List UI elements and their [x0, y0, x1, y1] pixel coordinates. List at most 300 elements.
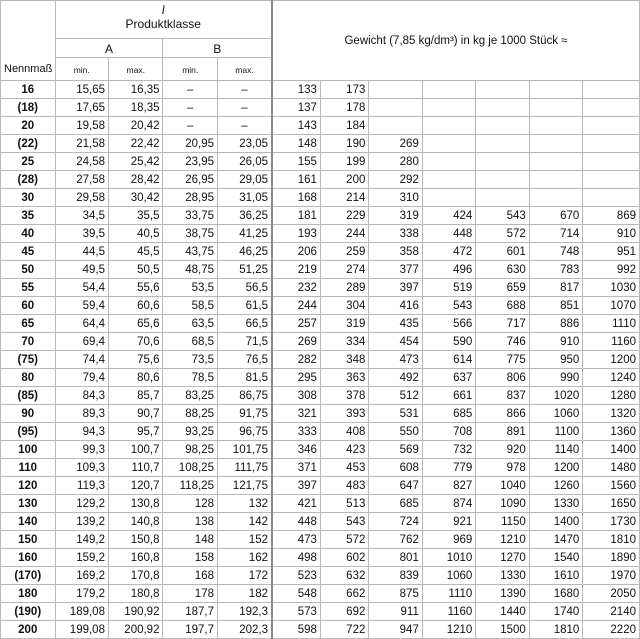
length-header	[55, 1, 272, 39]
b-max-cell: 46,25	[217, 243, 272, 261]
weight-cell: 1140	[529, 441, 582, 459]
a-min-cell: 49,5	[55, 261, 108, 279]
weight-cell: 637	[422, 369, 475, 387]
weight-cell: 148	[272, 135, 320, 153]
weight-cell: 397	[369, 279, 422, 297]
weight-cell: 1740	[529, 603, 582, 621]
b-max-cell: 51,25	[217, 261, 272, 279]
a-max-cell: 22,42	[108, 135, 163, 153]
weight-cell: 947	[369, 621, 422, 639]
b-max-label: max.	[217, 58, 272, 81]
weight-cell: 448	[422, 225, 475, 243]
weight-cell: 513	[320, 495, 368, 513]
weight-cell: 910	[583, 225, 640, 243]
weight-cell	[369, 117, 422, 135]
weight-cell: 168	[272, 189, 320, 207]
table-row	[1, 441, 640, 459]
a-min-cell: 199,08	[55, 621, 108, 639]
a-max-cell: 85,7	[108, 387, 163, 405]
weight-cell: 173	[320, 81, 368, 99]
weight-cell	[583, 117, 640, 135]
weight-cell: 1020	[529, 387, 582, 405]
weight-cell: 161	[272, 171, 320, 189]
table-row	[1, 153, 640, 171]
weight-cell: 1160	[583, 333, 640, 351]
a-max-cell: 35,5	[108, 207, 163, 225]
weight-cell: 435	[369, 315, 422, 333]
weight-cell: 569	[369, 441, 422, 459]
a-max-cell: 45,5	[108, 243, 163, 261]
a-min-cell: 39,5	[55, 225, 108, 243]
a-max-cell: 170,8	[108, 567, 163, 585]
a-min-cell: 34,5	[55, 207, 108, 225]
weight-cell: 1270	[476, 549, 529, 567]
weight-cell: 321	[272, 405, 320, 423]
weight-cell: 531	[369, 405, 422, 423]
b-min-cell: 23,95	[163, 153, 218, 171]
weight-cell: 1070	[583, 297, 640, 315]
weight-cell: 199	[320, 153, 368, 171]
weight-cell: 416	[369, 297, 422, 315]
b-max-cell: 81,5	[217, 369, 272, 387]
b-min-cell: 43,75	[163, 243, 218, 261]
weight-cell: 346	[272, 441, 320, 459]
b-max-cell: –	[217, 81, 272, 99]
weight-cell: 573	[272, 603, 320, 621]
nominal-size-cell: (95)	[1, 423, 56, 441]
weight-cell: 333	[272, 423, 320, 441]
weight-cell: 282	[272, 351, 320, 369]
a-min-cell: 119,3	[55, 477, 108, 495]
weight-cell: 630	[476, 261, 529, 279]
table-row	[1, 495, 640, 513]
b-max-cell: 111,75	[217, 459, 272, 477]
nominal-size-cell: 110	[1, 459, 56, 477]
weight-cell: 143	[272, 117, 320, 135]
a-max-cell: 110,7	[108, 459, 163, 477]
weight-cell: 806	[476, 369, 529, 387]
b-min-cell: 73,5	[163, 351, 218, 369]
b-min-cell: 26,95	[163, 171, 218, 189]
weight-cell	[583, 135, 640, 153]
b-max-cell: 76,5	[217, 351, 272, 369]
weight-cell: 1560	[583, 477, 640, 495]
nominal-size-cell: (190)	[1, 603, 56, 621]
b-max-cell: 26,05	[217, 153, 272, 171]
weight-cell: 692	[320, 603, 368, 621]
weight-cell: 2050	[583, 585, 640, 603]
a-max-cell: 30,42	[108, 189, 163, 207]
nominal-size-cell: 80	[1, 369, 56, 387]
weight-cell: 839	[369, 567, 422, 585]
nominal-size-cell: (170)	[1, 567, 56, 585]
weight-cell: 454	[369, 333, 422, 351]
weight-cell: 181	[272, 207, 320, 225]
a-max-cell: 130,8	[108, 495, 163, 513]
weight-cell: 358	[369, 243, 422, 261]
weight-cell	[422, 81, 475, 99]
weight-cell: 1060	[529, 405, 582, 423]
a-min-cell: 169,2	[55, 567, 108, 585]
weight-cell	[422, 189, 475, 207]
weight-cell: 1030	[583, 279, 640, 297]
b-min-cell: 93,25	[163, 423, 218, 441]
b-min-cell: 138	[163, 513, 218, 531]
b-min-cell: 58,5	[163, 297, 218, 315]
nominal-size-cell: 60	[1, 297, 56, 315]
a-max-cell: 50,5	[108, 261, 163, 279]
weight-cell: 746	[476, 333, 529, 351]
nominal-size-cell: 180	[1, 585, 56, 603]
a-min-cell: 84,3	[55, 387, 108, 405]
b-min-cell: –	[163, 117, 218, 135]
a-max-cell: 120,7	[108, 477, 163, 495]
weight-cell: 214	[320, 189, 368, 207]
weight-cell: 178	[320, 99, 368, 117]
weight-cell: 851	[529, 297, 582, 315]
weight-cell: 393	[320, 405, 368, 423]
a-min-cell: 54,4	[55, 279, 108, 297]
b-max-cell: 31,05	[217, 189, 272, 207]
weight-cell	[529, 99, 582, 117]
weight-cell: 783	[529, 261, 582, 279]
a-max-cell: 150,8	[108, 531, 163, 549]
table-row	[1, 135, 640, 153]
weight-cell: 2140	[583, 603, 640, 621]
weight-cell: 662	[320, 585, 368, 603]
weight-cell: 292	[369, 171, 422, 189]
weight-cell: 827	[422, 477, 475, 495]
b-min-cell: 98,25	[163, 441, 218, 459]
b-max-cell: 172	[217, 567, 272, 585]
weight-cell: 348	[320, 351, 368, 369]
length-symbol: l	[161, 2, 166, 17]
weight-title: Gewicht (7,85 kg/dm³) in kg je 1000 Stück ≈	[272, 1, 640, 81]
a-min-cell: 149,2	[55, 531, 108, 549]
weight-cell: 1150	[476, 513, 529, 531]
weight-cell: 1090	[476, 495, 529, 513]
weight-cell: 334	[320, 333, 368, 351]
a-min-cell: 21,58	[55, 135, 108, 153]
weight-cell: 1100	[529, 423, 582, 441]
nominal-size-cell: 40	[1, 225, 56, 243]
b-min-cell: 63,5	[163, 315, 218, 333]
weight-cell: 817	[529, 279, 582, 297]
b-max-cell: 91,75	[217, 405, 272, 423]
weight-cell: 543	[476, 207, 529, 225]
a-max-cell: 18,35	[108, 99, 163, 117]
weight-cell: 910	[529, 333, 582, 351]
table-row	[1, 621, 640, 639]
header-corner	[1, 1, 56, 39]
b-max-cell: 71,5	[217, 333, 272, 351]
weight-cell: 496	[422, 261, 475, 279]
weight-cell: 472	[422, 243, 475, 261]
weight-cell: 137	[272, 99, 320, 117]
weight-cell: 911	[369, 603, 422, 621]
weight-cell: 659	[476, 279, 529, 297]
weight-cell: 724	[369, 513, 422, 531]
a-min-cell: 189,08	[55, 603, 108, 621]
weight-cell: 632	[320, 567, 368, 585]
weight-cell: 244	[320, 225, 368, 243]
a-max-cell: 180,8	[108, 585, 163, 603]
table-row	[1, 585, 640, 603]
weight-cell: 295	[272, 369, 320, 387]
weight-cell: 1470	[529, 531, 582, 549]
table-row	[1, 171, 640, 189]
b-min-cell: 118,25	[163, 477, 218, 495]
b-min-cell: 20,95	[163, 135, 218, 153]
b-max-cell: 202,3	[217, 621, 272, 639]
b-max-cell: 101,75	[217, 441, 272, 459]
table-row	[1, 297, 640, 315]
nominal-size-cell: 100	[1, 441, 56, 459]
weight-cell	[529, 171, 582, 189]
weight-cell	[422, 153, 475, 171]
nominal-size-cell: 25	[1, 153, 56, 171]
weight-cell: 523	[272, 567, 320, 585]
nominal-size-cell: (28)	[1, 171, 56, 189]
weight-cell: 1360	[583, 423, 640, 441]
table-row	[1, 567, 640, 585]
weight-cell: 289	[320, 279, 368, 297]
weight-cell: 304	[320, 297, 368, 315]
weight-cell: 1260	[529, 477, 582, 495]
weight-cell: 992	[583, 261, 640, 279]
weight-cell	[583, 171, 640, 189]
b-max-cell: 142	[217, 513, 272, 531]
weight-cell	[422, 171, 475, 189]
weight-cell: 661	[422, 387, 475, 405]
a-max-cell: 200,92	[108, 621, 163, 639]
b-max-cell: 192,3	[217, 603, 272, 621]
weight-cell	[476, 135, 529, 153]
weight-cell: 1240	[583, 369, 640, 387]
weight-cell: 1330	[476, 567, 529, 585]
weight-cell: 779	[422, 459, 475, 477]
weight-cell: 483	[320, 477, 368, 495]
nominal-size-cell: 150	[1, 531, 56, 549]
weight-cell: 708	[422, 423, 475, 441]
table-row	[1, 351, 640, 369]
weight-cell: 377	[369, 261, 422, 279]
a-min-cell: 159,2	[55, 549, 108, 567]
a-max-cell: 70,6	[108, 333, 163, 351]
weight-cell: 190	[320, 135, 368, 153]
a-min-cell: 109,3	[55, 459, 108, 477]
b-min-cell: 197,7	[163, 621, 218, 639]
weight-cell: 886	[529, 315, 582, 333]
a-max-cell: 160,8	[108, 549, 163, 567]
b-min-cell: 168	[163, 567, 218, 585]
weight-cell: 1210	[422, 621, 475, 639]
weight-cell: 423	[320, 441, 368, 459]
weight-cell: 543	[320, 513, 368, 531]
weight-cell: 259	[320, 243, 368, 261]
weight-cell: 550	[369, 423, 422, 441]
b-min-cell: 108,25	[163, 459, 218, 477]
weight-cell	[583, 153, 640, 171]
weight-cell: 319	[320, 315, 368, 333]
weight-cell: 492	[369, 369, 422, 387]
weight-cell	[583, 99, 640, 117]
weight-cell: 424	[422, 207, 475, 225]
a-max-cell: 190,92	[108, 603, 163, 621]
b-max-cell: 66,5	[217, 315, 272, 333]
b-max-cell: 182	[217, 585, 272, 603]
weight-cell: 566	[422, 315, 475, 333]
weight-cell	[369, 99, 422, 117]
weight-cell: 371	[272, 459, 320, 477]
weight-cell: 543	[422, 297, 475, 315]
product-class-label: Produktklasse	[125, 17, 201, 31]
b-min-cell: 158	[163, 549, 218, 567]
weight-cell	[529, 153, 582, 171]
weight-cell	[529, 189, 582, 207]
a-min-cell: 79,4	[55, 369, 108, 387]
weight-cell: 614	[422, 351, 475, 369]
weight-cell: 869	[583, 207, 640, 225]
a-max-cell: 20,42	[108, 117, 163, 135]
class-b-label: B	[163, 39, 272, 58]
table-row	[1, 189, 640, 207]
weight-cell: 875	[369, 585, 422, 603]
weight-cell: 2220	[583, 621, 640, 639]
weight-cell: 1390	[476, 585, 529, 603]
nominal-size-cell: 35	[1, 207, 56, 225]
weight-cell	[422, 99, 475, 117]
b-max-cell: 23,05	[217, 135, 272, 153]
weight-cell: 1970	[583, 567, 640, 585]
a-min-cell: 29,58	[55, 189, 108, 207]
table-row	[1, 99, 640, 117]
weight-cell: 647	[369, 477, 422, 495]
nominal-size-cell: 55	[1, 279, 56, 297]
table-row	[1, 405, 640, 423]
nominal-size-cell: 70	[1, 333, 56, 351]
weight-cell: 1320	[583, 405, 640, 423]
a-max-cell: 16,35	[108, 81, 163, 99]
weight-cell: 200	[320, 171, 368, 189]
weight-cell: 229	[320, 207, 368, 225]
weight-cell	[369, 81, 422, 99]
weight-cell: 717	[476, 315, 529, 333]
table-row	[1, 81, 640, 99]
weight-cell: 969	[422, 531, 475, 549]
a-min-cell: 74,4	[55, 351, 108, 369]
b-max-cell: –	[217, 117, 272, 135]
class-a-label: A	[55, 39, 163, 58]
weight-cell: 775	[476, 351, 529, 369]
weight-cell	[476, 171, 529, 189]
weight-cell: 950	[529, 351, 582, 369]
b-min-cell: 33,75	[163, 207, 218, 225]
a-min-cell: 19,58	[55, 117, 108, 135]
b-min-cell: 148	[163, 531, 218, 549]
weight-cell: 891	[476, 423, 529, 441]
weight-cell: 837	[476, 387, 529, 405]
b-min-cell: 178	[163, 585, 218, 603]
weight-cell: 572	[476, 225, 529, 243]
weight-cell: 1440	[476, 603, 529, 621]
b-max-cell: 56,5	[217, 279, 272, 297]
b-max-cell: 96,75	[217, 423, 272, 441]
weight-cell: 206	[272, 243, 320, 261]
weight-cell: 1160	[422, 603, 475, 621]
b-min-cell: –	[163, 99, 218, 117]
weight-cell: 670	[529, 207, 582, 225]
nominal-size-cell: 90	[1, 405, 56, 423]
b-max-cell: 36,25	[217, 207, 272, 225]
weight-cell: 133	[272, 81, 320, 99]
weight-cell: 1110	[422, 585, 475, 603]
weight-cell: 363	[320, 369, 368, 387]
a-min-cell: 59,4	[55, 297, 108, 315]
weight-cell: 762	[369, 531, 422, 549]
a-max-cell: 140,8	[108, 513, 163, 531]
weight-cell: 1680	[529, 585, 582, 603]
a-max-cell: 25,42	[108, 153, 163, 171]
a-min-cell: 15,65	[55, 81, 108, 99]
table-row	[1, 207, 640, 225]
a-max-cell: 28,42	[108, 171, 163, 189]
weight-cell: 1280	[583, 387, 640, 405]
a-max-cell: 40,5	[108, 225, 163, 243]
a-max-cell: 100,7	[108, 441, 163, 459]
a-max-cell: 90,7	[108, 405, 163, 423]
b-max-cell: 132	[217, 495, 272, 513]
weight-cell	[476, 189, 529, 207]
nominal-size-cell: 20	[1, 117, 56, 135]
table-row	[1, 279, 640, 297]
weight-cell: 920	[476, 441, 529, 459]
weight-cell	[476, 117, 529, 135]
weight-cell: 1200	[529, 459, 582, 477]
b-min-cell: –	[163, 81, 218, 99]
b-max-cell: 162	[217, 549, 272, 567]
weight-cell: 473	[272, 531, 320, 549]
nominal-size-cell: 65	[1, 315, 56, 333]
weight-cell	[422, 135, 475, 153]
b-min-cell: 48,75	[163, 261, 218, 279]
weight-cell: 257	[272, 315, 320, 333]
weight-cell: 1650	[583, 495, 640, 513]
nominal-size-cell: 130	[1, 495, 56, 513]
table-row	[1, 369, 640, 387]
weight-cell: 1500	[476, 621, 529, 639]
weight-cell: 184	[320, 117, 368, 135]
weight-cell: 269	[369, 135, 422, 153]
weight-cell: 590	[422, 333, 475, 351]
weight-cell: 232	[272, 279, 320, 297]
table-row	[1, 387, 640, 405]
a-min-cell: 17,65	[55, 99, 108, 117]
nominal-size-cell: 30	[1, 189, 56, 207]
nominal-size-cell: (18)	[1, 99, 56, 117]
weight-cell	[422, 117, 475, 135]
b-min-cell: 78,5	[163, 369, 218, 387]
table-row	[1, 549, 640, 567]
table-row	[1, 603, 640, 621]
weight-cell: 572	[320, 531, 368, 549]
weight-cell: 310	[369, 189, 422, 207]
b-max-cell: –	[217, 99, 272, 117]
a-min-cell: 69,4	[55, 333, 108, 351]
weight-cell	[476, 81, 529, 99]
weight-cell: 722	[320, 621, 368, 639]
weight-cell: 1330	[529, 495, 582, 513]
